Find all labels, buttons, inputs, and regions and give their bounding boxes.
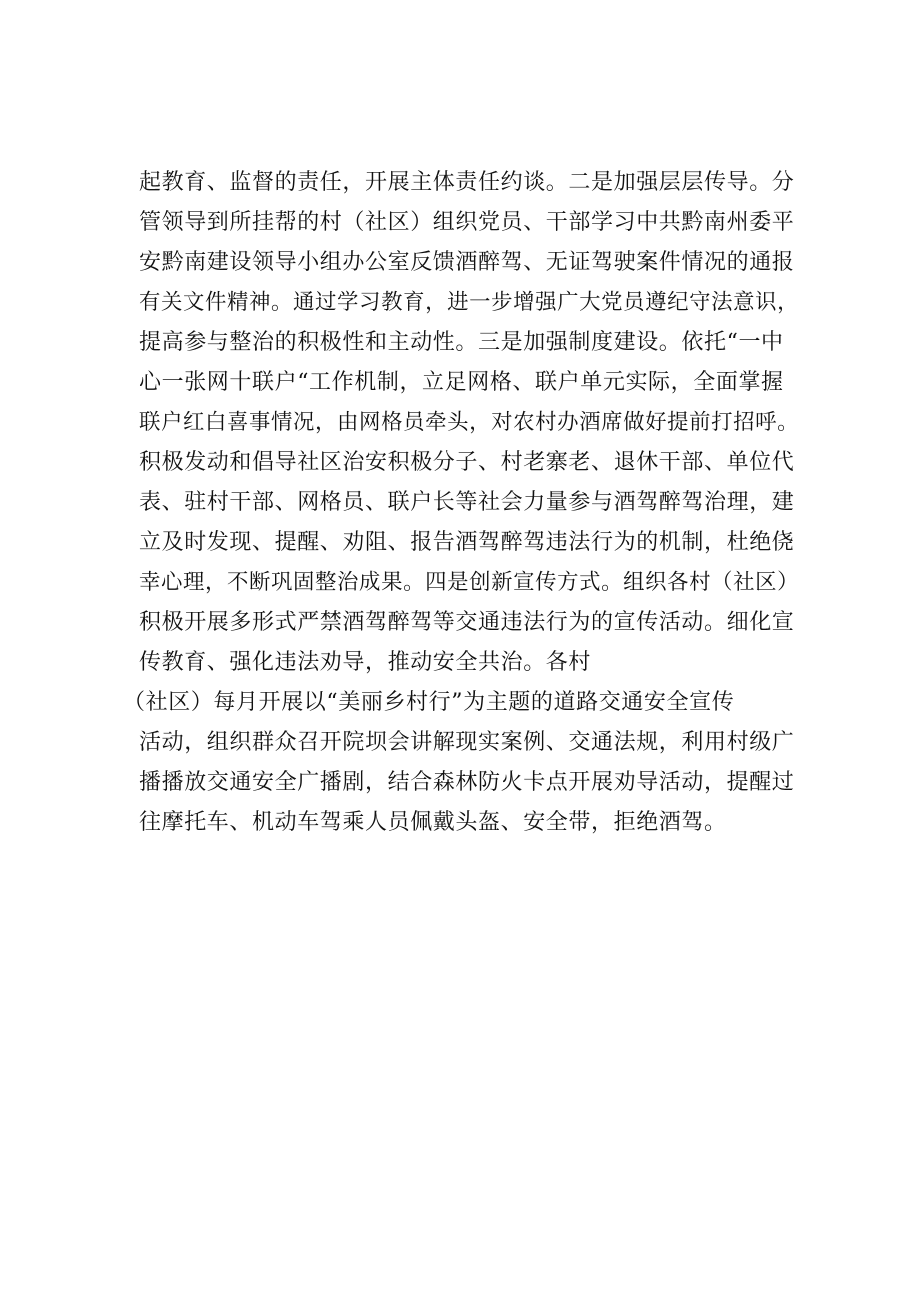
text-line: 播播放交通安全广播剧，结合森林防火卡点开展劝导活动，提醒过 — [139, 770, 795, 795]
body-paragraph — [123, 163, 800, 843]
text-line: 管领导到所挂帮的村（社区）组织党员、干部学习中共黔南州委平 — [139, 210, 795, 235]
text-line: 安黔南建设领导小组办公室反馈酒醉驾、无证驾驶案件情况的通报 — [139, 250, 795, 275]
text-line: 提高参与整治的积极性和主动性。三是加强制度建设。依托“一中 — [139, 330, 784, 355]
text-line: 幸心理，不断巩固整治成果。四是创新宣传方式。组织各村（社区） — [139, 570, 800, 595]
text-line: 联户红白喜事情况，由网格员牵头，对农村办酒席做好提前打招呼。 — [139, 410, 800, 435]
text-line: 往摩托车、机动车驾乘人员佩戴头盔、安全带，拒绝酒驾。 — [139, 810, 727, 835]
text-line: 心一张网十联户“工作机制，立足网格、联户单元实际，全面掌握 — [139, 370, 784, 395]
text-line: 活动，组织群众召开院坝会讲解现实案例、交通法规，利用村级广 — [139, 730, 795, 755]
text-line: 起教育、监督的责任，开展主体责任约谈。二是加强层层传导。分 — [139, 170, 795, 195]
text-line: 积极开展多形式严禁酒驾醉驾等交通违法行为的宣传活动。细化宣 — [139, 610, 795, 635]
text-line: 有关文件精神。通过学习教育，进一步增强广大党员遵纪守法意识， — [139, 290, 800, 315]
text-line: 传教育、强化违法劝导，推动安全共治。各村 — [139, 650, 592, 675]
text-line: 立及时发现、提醒、劝阻、报告酒驾醉驾违法行为的机制，杜绝侥 — [139, 530, 795, 555]
text-line: （社区）每月开展以“美丽乡村行”为主题的道路交通安全宣传 — [123, 690, 735, 715]
text-line: 积极发动和倡导社区治安积极分子、村老寨老、退休干部、单位代 — [139, 450, 795, 475]
text-line: 表、驻村干部、网格员、联户长等社会力量参与酒驾醉驾治理，建 — [139, 490, 795, 515]
